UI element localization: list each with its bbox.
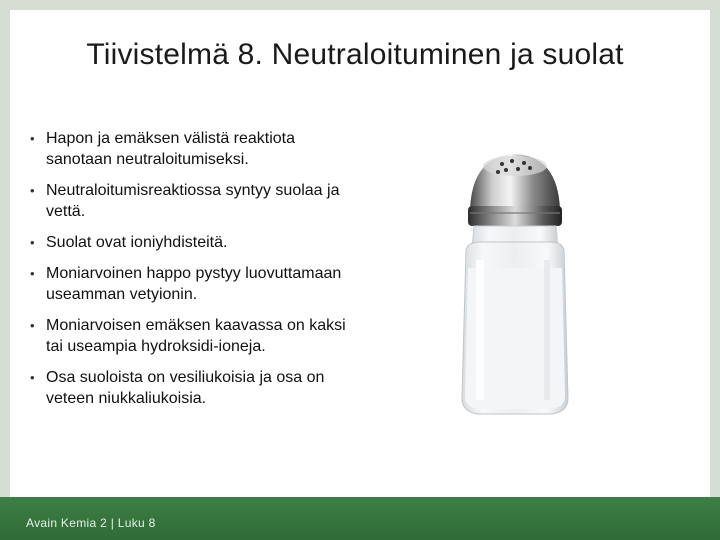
salt-shaker-icon: [440, 150, 590, 420]
bullet-item: [28, 367, 358, 409]
bullet-dot: •: [30, 183, 35, 198]
bullet-item: [28, 128, 358, 170]
slide-title: Tiivistelmä 8. Neutraloituminen ja suolat: [86, 38, 624, 71]
bullet-item: [28, 315, 358, 357]
footer-text: Avain Kemia 2 | Luku 8: [26, 516, 156, 530]
bullet-item: [28, 232, 358, 253]
bullet-text: Moniarvoisen emäksen kaavassa on kaksi tai useampia hydroksidi-ioneja.: [46, 317, 346, 355]
bullet-item: [28, 263, 358, 305]
bullet-dot: •: [30, 235, 35, 250]
bullet-text: Osa suoloista on vesiliukoisia ja osa on veteen niukkaliukoisia.: [46, 369, 325, 407]
bullet-dot: •: [30, 266, 35, 281]
bullet-list: [28, 128, 358, 419]
bullet-dot: •: [30, 370, 35, 385]
bullet-text: Hapon ja emäksen välistä reaktiota sanotaan neutraloitumiseksi.: [46, 130, 296, 168]
bullet-dot: •: [30, 318, 35, 333]
bullet-text: Moniarvoinen happo pystyy luovuttamaan useamman vetyionin.: [46, 265, 342, 303]
bullet-dot: •: [30, 131, 35, 146]
bullet-text: Suolat ovat ioniyhdisteitä.: [46, 234, 228, 251]
bullet-item: [28, 180, 358, 222]
bullet-text: Neutraloitumisreaktiossa syntyy suolaa ja vettä.: [46, 182, 340, 220]
